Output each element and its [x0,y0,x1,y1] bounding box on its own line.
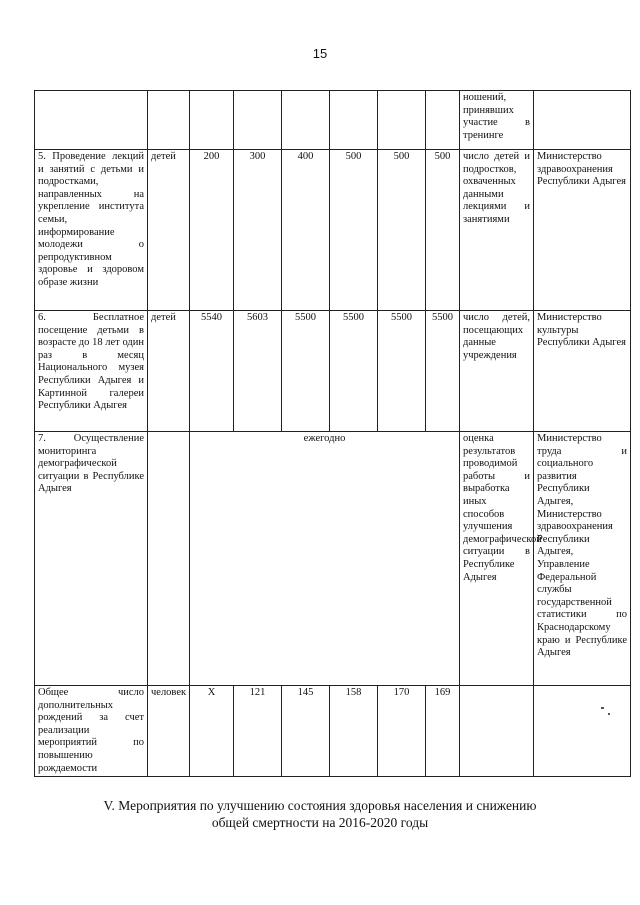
measure-name-cell: 7. Осуществление мониторинга демографической ситуации в Республике Адыгея [35,432,148,686]
executor-cell: Министерство труда и социального развития Республики Адыгея, Министерство здравоохранения Республики Адыгея, Управление Федеральной службы государственной статистики по Краснодарскому краю и Республике Адыгея [534,432,631,686]
periodicity-cell: ежегодно [190,432,460,686]
indicator-cell [460,686,534,777]
unit-cell: детей [148,150,190,311]
table-row [35,150,631,311]
value-cell: 5540 [190,311,234,432]
value-cell: 5500 [426,311,460,432]
measure-name-cell [35,91,148,150]
value-cell [378,91,426,150]
value-cell: 121 [234,686,282,777]
executor-cell [534,686,631,777]
value-cell: 169 [426,686,460,777]
measure-name-cell: Общее число дополнительных рождений за счет реализации мероприятий по повышению рождаемости [35,686,148,777]
value-cell [282,91,330,150]
measure-name-cell: 6. Бесплатное посещение детьми в возрасте до 18 лет один раз в месяц Национального музея Республики Адыгея и Картинной галереи Республики Адыгея [35,311,148,432]
value-cell: 170 [378,686,426,777]
scan-speck [608,713,610,715]
value-cell: X [190,686,234,777]
indicator-cell: ношений, принявших участие в тренинге [460,91,534,150]
table-row [35,686,631,777]
indicator-cell: число детей, посещающих данные учреждения [460,311,534,432]
value-cell: 200 [190,150,234,311]
value-cell: 145 [282,686,330,777]
executor-cell: Министерство культуры Республики Адыгея [534,311,631,432]
indicator-cell: оценка результатов проводимой работы и выработка иных способов улучшения демографической ситуации в Республике Адыгея [460,432,534,686]
value-cell: 158 [330,686,378,777]
unit-cell [148,91,190,150]
value-cell [426,91,460,150]
value-cell: 5500 [378,311,426,432]
value-cell [190,91,234,150]
value-cell [234,91,282,150]
table-row [35,91,631,150]
section-heading [0,797,640,831]
page-number: 15 [312,46,328,61]
executor-cell [534,91,631,150]
value-cell [330,91,378,150]
executor-cell: Министерство здравоохранения Республики Адыгея [534,150,631,311]
value-cell: 500 [378,150,426,311]
table-row [35,432,631,686]
indicator-cell: число детей и подростков, охваченных данными лекциями и занятиями [460,150,534,311]
section-heading-line: общей смертности на 2016-2020 годы [211,815,429,830]
unit-cell [148,432,190,686]
scan-speck [601,707,604,709]
section-heading-line: V. Мероприятия по улучшению состояния здоровья населения и снижению [103,798,537,813]
unit-cell: человек [148,686,190,777]
measure-name-cell: 5. Проведение лекций и занятий с детьми и подростками, направленных на укрепление института семьи, информирование молодежи о репродуктивном здоровье и здоровом образе жизни [35,150,148,311]
table-row [35,311,631,432]
value-cell: 5603 [234,311,282,432]
value-cell: 500 [330,150,378,311]
unit-cell: детей [148,311,190,432]
value-cell: 400 [282,150,330,311]
value-cell: 5500 [330,311,378,432]
value-cell: 5500 [282,311,330,432]
value-cell: 300 [234,150,282,311]
value-cell: 500 [426,150,460,311]
measures-table [34,90,631,777]
